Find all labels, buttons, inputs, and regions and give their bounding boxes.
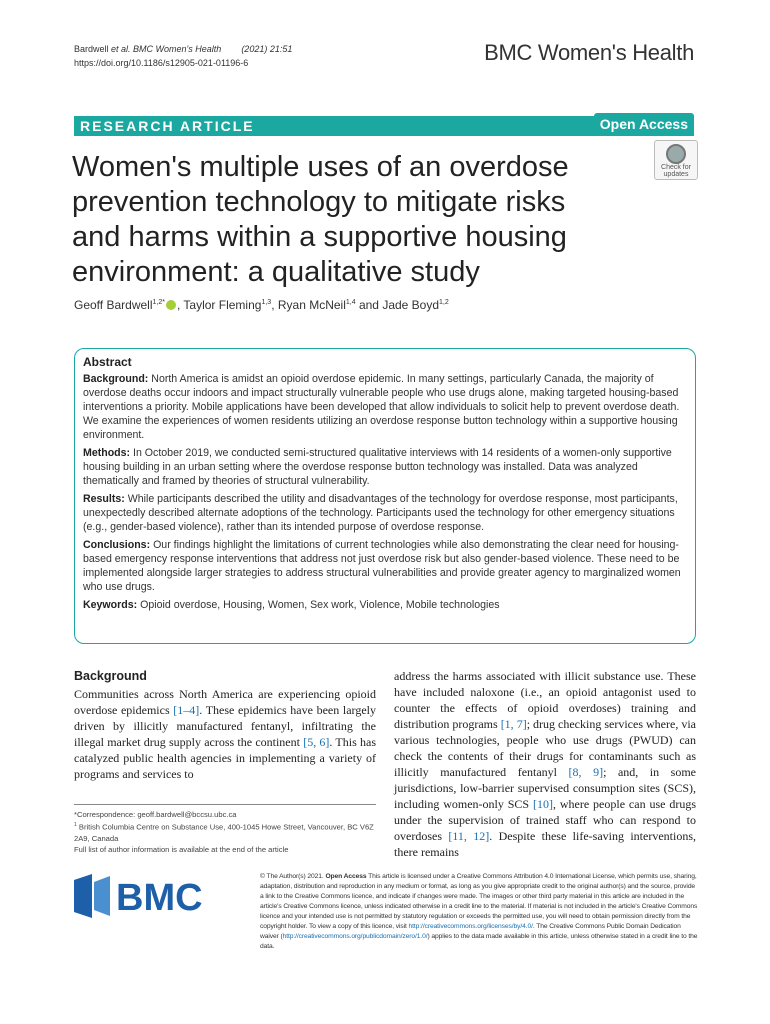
- license-text: ) applies to the data made available in this article, unless otherwise stated in a credit line to the data.: [260, 933, 698, 950]
- license-open-access: Open Access: [325, 873, 367, 880]
- abstract-methods-text: In October 2019, we conducted semi-structured qualitative interviews with 14 residents of a women-only supportive housing building in an urban setting where the overdose response button technology was installed. Data was analyzed thematically and framed by theories of structural vulnerability.: [83, 447, 672, 487]
- author-list: Geoff Bardwell$^{1,2*}$ , Taylor Fleming$^{1,3}$, Ryan McNeil$^{1,4}$ and Jade Boyd$^{1,2}$: [74, 298, 449, 312]
- abstract-heading: Abstract: [83, 355, 132, 369]
- header-author: Bardwell: [74, 44, 109, 54]
- abstract-box: [74, 348, 696, 644]
- author-affil-sup: 1,2: [439, 299, 449, 306]
- citation-link[interactable]: [8, 9]: [568, 765, 604, 779]
- abstract-keywords: [83, 598, 687, 612]
- body-text: . Despite these life-saving interventions, there remains: [394, 829, 696, 859]
- citation-link[interactable]: [1, 7]: [500, 717, 527, 731]
- body-text: ; drug checking services where, via various technologies, people who use drugs (PWUD) can check the contents of their drugs for contaminants such as illicitly manufactured fentanyl: [394, 717, 696, 779]
- affil-sup: 1: [74, 822, 77, 828]
- abstract-background-label: Background:: [83, 373, 149, 385]
- body-text: . These epidemics have been largely driven by illicitly manufactured fentanyl, infiltrating the illegal market drug supply across the continent: [74, 703, 376, 749]
- author-affil-sup: 1,4: [345, 299, 356, 306]
- abstract-methods-label: Methods:: [83, 447, 131, 459]
- citation-link[interactable]: [11, 12]: [448, 829, 490, 843]
- header-journal-cite: et al. BMC Women's Health: [111, 44, 222, 54]
- abstract-background: [83, 372, 687, 442]
- full-author-info-note: Full list of author information is available at the end of the article: [74, 844, 289, 854]
- article-type-label: RESEARCH ARTICLE: [80, 118, 255, 134]
- author-name[interactable]: Geoff Bardwell: [74, 298, 153, 312]
- author-affil-sup: 1,3: [261, 299, 272, 306]
- abstract-results: [83, 492, 687, 534]
- abstract-results-text: While participants described the utility and disadvantages of the technology for overdose response, most participants, unexpectedly described alternate adoptions of the technology. Participants used the technology for other emergency situations (e.g., gender-based violence), rather than its intended purpose of overdose response.: [83, 493, 678, 533]
- abstract-conclusions-label: Conclusions:: [83, 539, 151, 551]
- license-copyright: © The Author(s) 2021.: [260, 873, 326, 880]
- author-affil-sup: 1,2*: [152, 299, 165, 306]
- abstract-background-text: North America is amidst an opioid overdose epidemic. In many settings, particularly Canada, the majority of overdose deaths occur indoors and impact structurally vulnerable people who use drugs alone, making targeted housing-based interventions a priority. Mobile applications have been developed that allow individuals to solicit help to prevent overdose death. We examine the experiences of women residents utilizing an overdose response button technology within a supportive housing environment.: [83, 373, 680, 441]
- check-for-updates-button[interactable]: [654, 140, 698, 180]
- header-year-volume: (2021) 21:51: [241, 44, 293, 54]
- body-text: ; and, in some jurisdictions, low-barrier supervised consumption sites (SCS), including women-only SCS: [394, 765, 696, 811]
- body-paragraph: [74, 686, 376, 782]
- logo-mark-right: [94, 876, 110, 916]
- body-text: Communities across North America are experiencing opioid overdose epidemics: [74, 687, 376, 717]
- license-text: This article is licensed under a Creative Commons Attribution 4.0 International License, which permits use, sharing, adaptation, distribution and reproduction in any medium or format, as long as you give appropriate credit to the original author(s) and the source, provide a link to the Creative Commons licence, and indicate if changes were made. The images or other third party material in this article are included in the article's Creative Commons licence, unless indicated otherwise in a credit line to the material. If material is not included in the article's Creative Commons licence and your intended use is not permitted by statutory regulation or exceeds the permitted use, you will need to obtain permission directly from the copyright holder. To view a copy of this licence, visit: [260, 873, 698, 930]
- check-updates-line1: Check for: [661, 164, 691, 171]
- header-citation: [74, 42, 292, 70]
- article-title: Women's multiple uses of an overdose prevention technology to mitigate risks and harms within a supportive housing environment: a qualitative study: [72, 151, 569, 288]
- article-type-bar: [74, 116, 694, 136]
- abstract-methods: [83, 446, 687, 488]
- license-text: . The Creative Commons Public Domain Dedication waiver (: [260, 923, 681, 940]
- author-name[interactable]: Ryan McNeil: [277, 298, 346, 312]
- abstract-keywords-text: Opioid overdose, Housing, Women, Sex work, Violence, Mobile technologies: [140, 599, 500, 611]
- open-access-badge: Open Access: [594, 113, 694, 135]
- body-text: . This has catalyzed public health agencies in implementing a variety of programs and services to: [74, 735, 376, 781]
- abstract-conclusions-text: Our findings highlight the limitations of current technologies while also demonstrating the clear need for housing-based emergency response interventions that address not just overdose risk but also gender-based violence. These need to be implemented alongside larger strategies to address structural vulnerabilities and provide greater agency to marginalized women who use drugs.: [83, 539, 681, 593]
- abstract-results-label: Results:: [83, 493, 125, 505]
- license-cc-by-link[interactable]: http://creativecommons.org/licenses/by/4.0/: [408, 923, 533, 930]
- header-doi-link[interactable]: https://doi.org/10.1186/s12905-021-01196-6: [74, 58, 249, 68]
- abstract-conclusions: [83, 538, 687, 594]
- author-name[interactable]: Taylor Fleming: [183, 298, 262, 312]
- check-updates-icon: [666, 144, 686, 164]
- citation-link[interactable]: [10]: [532, 797, 553, 811]
- correspondence-email[interactable]: *Correspondence: geoff.bardwell@bccsu.ubc.ca: [74, 810, 237, 819]
- logo-wordmark: BMC: [116, 877, 203, 918]
- correspondence-footnote: [74, 804, 376, 855]
- bmc-logo: [74, 874, 224, 918]
- citation-link[interactable]: [5, 6]: [303, 735, 330, 749]
- license-statement: [260, 872, 698, 952]
- license-cc0-link[interactable]: http://creativecommons.org/publicdomain/zero/1.0/: [282, 933, 428, 940]
- orcid-icon[interactable]: [166, 300, 176, 310]
- body-paragraph: [394, 668, 696, 860]
- body-column-right: [394, 668, 696, 860]
- body-column-left: [74, 668, 376, 782]
- author-name[interactable]: Jade Boyd: [382, 298, 440, 312]
- affiliation-note: [74, 820, 376, 844]
- abstract-keywords-label: Keywords:: [83, 599, 138, 611]
- citation-link[interactable]: [1–4]: [173, 703, 200, 717]
- journal-title: BMC Women's Health: [484, 40, 694, 65]
- check-updates-line2: updates: [663, 171, 689, 178]
- logo-mark-left: [74, 874, 92, 918]
- affiliation-text: British Columbia Centre on Substance Use, 400-1045 Howe Street, Vancouver, BC V6Z 2A9, Canada: [74, 822, 374, 843]
- body-text: address the harms associated with illicit substance use. These have included naloxone (i.e., an opioid antagonist used to counter the effects of opioid overdoses) training and distribution programs: [394, 669, 696, 731]
- body-text: , where people can use drugs under the supervision of trained staff who can respond to overdoses: [394, 797, 696, 843]
- section-heading-background: Background: [74, 669, 147, 683]
